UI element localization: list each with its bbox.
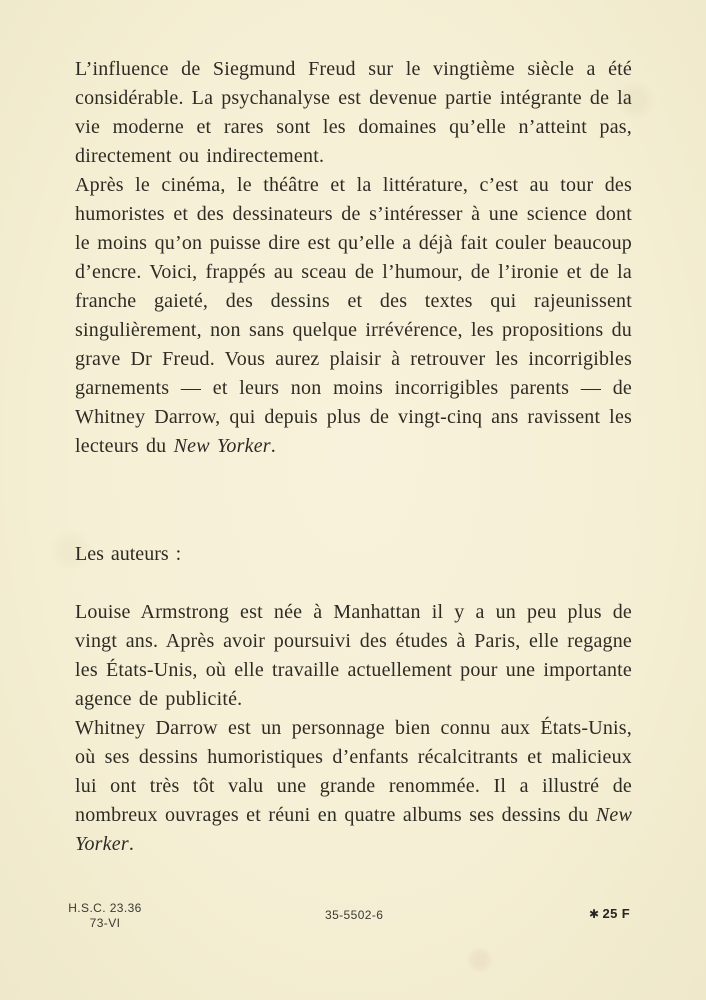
printer-code-line2: 73-VI <box>89 916 121 930</box>
price-tag <box>589 906 630 922</box>
section-heading-les-auteurs: Les auteurs : <box>75 543 182 565</box>
paragraph-whitney-darrow-end: . <box>128 833 135 855</box>
printer-code <box>60 901 150 931</box>
paragraph-presentation-end: . <box>270 435 276 457</box>
price-value: 25 F <box>602 906 631 921</box>
paragraph-whitney-darrow <box>75 714 632 859</box>
new-yorker-title: New Yorker <box>173 435 271 457</box>
paragraph-whitney-darrow-text: Whitney Darrow est un personnage bien connu aux États-Unis, où ses dessins humoristiques d’enfants récalcitrants et malicieux lui ont très tôt valu une grande renommée. Il a illustré de nombreux ouvrages et réuni en quatre albums ses dessins du <box>75 717 632 826</box>
reference-code: 35-5502-6 <box>325 908 384 922</box>
paragraph-presentation-text: Après le cinéma, le théâtre et la littérature, c’est au tour des humoristes et des dessinateurs de s’intéresser à une science dont le moins qu’on puisse dire est qu’elle a déjà fait couler beaucoup d’encre. Voici, frappés au sceau de l’humour, de l’ironie et de la franche gaieté, des dessins et des textes qui rajeunissent singulièrement, non sans quelque irrévérence, les propositions du grave Dr Freud. Vous aurez plaisir à retrouver les incorrigibles garnements — et leurs non moins incorrigibles parents — de Whitney Darrow, qui depuis plus de vingt-cinq ans ravissent les lecteurs du <box>75 174 632 457</box>
printer-code-line1: H.S.C. 23.36 <box>68 901 142 915</box>
asterisk-icon: ✱ <box>589 907 600 921</box>
paragraph-presentation <box>75 171 632 461</box>
paragraph-intro: L’influence de Siegmund Freud sur le vingtième siècle a été considérable. La psychanalyse est devenue partie intégrante de la vie moderne et rares sont les domaines qu’elle n’atteint pas, directement ou indirectement. <box>75 58 632 167</box>
authors-block <box>75 598 632 859</box>
new-yorker-title: New Yorker <box>75 804 632 855</box>
paragraph-louise-armstrong: Louise Armstrong est née à Manhattan il y a un peu plus de vingt ans. Après avoir poursuivi des études à Paris, elle regagne les États-Unis, où elle travaille actuellement pour une importante agence de publicité. <box>75 601 632 710</box>
synopsis-block <box>75 55 632 461</box>
